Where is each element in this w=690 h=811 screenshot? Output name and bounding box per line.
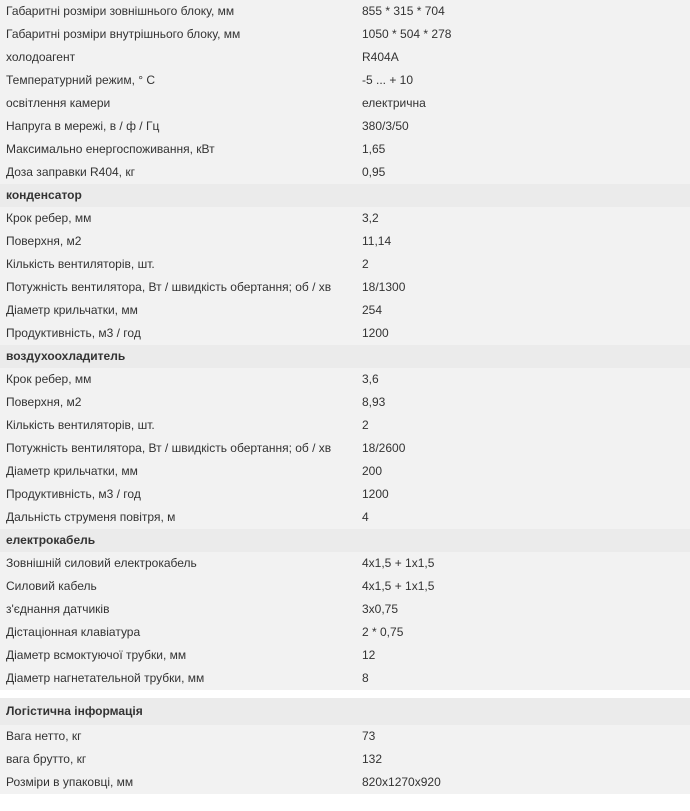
table-cell-label: Силовий кабель: [0, 575, 356, 598]
table-cell-value: електрична: [356, 92, 690, 115]
table-cell-label: вага брутто, кг: [0, 748, 356, 771]
table-cell-value: [356, 345, 690, 368]
table-cell-label: конденсатор: [0, 184, 356, 207]
table-row: [0, 23, 690, 46]
table-cell-value: 2 * 0,75: [356, 621, 690, 644]
table-cell-value: 0,95: [356, 161, 690, 184]
table-cell-label: Діаметр всмоктуючої трубки, мм: [0, 644, 356, 667]
table-cell-value: 18/1300: [356, 276, 690, 299]
table-cell-label: воздухоохладитель: [0, 345, 356, 368]
table-cell-label: електрокабель: [0, 529, 356, 552]
table-cell-label: Крок ребер, мм: [0, 207, 356, 230]
table-row: [0, 368, 690, 391]
table-row: [0, 69, 690, 92]
table-row: [0, 115, 690, 138]
table-row: [0, 748, 690, 771]
table-cell-value: 18/2600: [356, 437, 690, 460]
table-cell-value: 8,93: [356, 391, 690, 414]
table-cell-value: 1200: [356, 483, 690, 506]
table-cell-value: 380/3/50: [356, 115, 690, 138]
table-cell-value: 4х1,5 + 1х1,5: [356, 575, 690, 598]
table-row: [0, 92, 690, 115]
table-cell-label: Крок ребер, мм: [0, 368, 356, 391]
table-row: [0, 299, 690, 322]
table-cell-value: [356, 184, 690, 207]
table-section-row: [0, 529, 690, 552]
table-cell-label: Продуктивність, м3 / год: [0, 483, 356, 506]
table-cell-label: освітлення камери: [0, 92, 356, 115]
table-section-row: [0, 345, 690, 368]
table-row: [0, 161, 690, 184]
table-cell-value: R404A: [356, 46, 690, 69]
table-cell-value: [356, 698, 690, 725]
table-row: [0, 437, 690, 460]
table-cell-value: 73: [356, 725, 690, 748]
table-row: [0, 0, 690, 23]
table-cell-label: Продуктивність, м3 / год: [0, 322, 356, 345]
table-cell-label: Дальність струменя повітря, м: [0, 506, 356, 529]
table-cell-label: Габаритні розміри зовнішнього блоку, мм: [0, 0, 356, 23]
table-cell-label: Розміри в упаковці, мм: [0, 771, 356, 794]
table-cell-value: 4х1,5 + 1х1,5: [356, 552, 690, 575]
table-cell-label: Діаметр крильчатки, мм: [0, 460, 356, 483]
table-row: [0, 391, 690, 414]
table-cell-value: [356, 690, 690, 698]
table-cell-value: 4: [356, 506, 690, 529]
table-row: [0, 644, 690, 667]
table-cell-value: 200: [356, 460, 690, 483]
table-row: [0, 506, 690, 529]
table-cell-label: Поверхня, м2: [0, 230, 356, 253]
table-row: [0, 414, 690, 437]
table-row: [0, 230, 690, 253]
table-cell-label: Вага нетто, кг: [0, 725, 356, 748]
table-cell-label: Кількість вентиляторів, шт.: [0, 414, 356, 437]
table-cell-value: 132: [356, 748, 690, 771]
table-row: [0, 598, 690, 621]
table-cell-value: 1200: [356, 322, 690, 345]
table-cell-value: 1,65: [356, 138, 690, 161]
table-cell-label: Габаритні розміри внутрішнього блоку, мм: [0, 23, 356, 46]
table-section-row: [0, 698, 690, 725]
table-cell-value: 855 * 315 * 704: [356, 0, 690, 23]
table-cell-label: Потужність вентилятора, Вт / швидкість обертання; об / хв: [0, 437, 356, 460]
table-cell-value: 11,14: [356, 230, 690, 253]
table-row: [0, 667, 690, 690]
table-row: [0, 138, 690, 161]
table-cell-label: Логістична інформація: [0, 698, 356, 725]
table-row: [0, 725, 690, 748]
table-cell-value: 820х1270х920: [356, 771, 690, 794]
table-cell-label: Доза заправки R404, кг: [0, 161, 356, 184]
table-row: [0, 575, 690, 598]
table-row: [0, 207, 690, 230]
table-cell-label: Потужність вентилятора, Вт / швидкість обертання; об / хв: [0, 276, 356, 299]
table-spacer-row: [0, 690, 690, 698]
table-cell-label: Температурний режим, ° С: [0, 69, 356, 92]
table-cell-value: 3,2: [356, 207, 690, 230]
table-row: [0, 771, 690, 794]
table-cell-label: холодоагент: [0, 46, 356, 69]
table-cell-value: [356, 529, 690, 552]
table-cell-label: з'єднання датчиків: [0, 598, 356, 621]
table-cell-label: Дістаціонная клавіатура: [0, 621, 356, 644]
table-row: [0, 460, 690, 483]
table-cell-value: 3х0,75: [356, 598, 690, 621]
table-row: [0, 552, 690, 575]
table-cell-value: 12: [356, 644, 690, 667]
table-cell-label: Напруга в мережі, в / ф / Гц: [0, 115, 356, 138]
table-row: [0, 46, 690, 69]
table-row: [0, 483, 690, 506]
table-cell-label: Поверхня, м2: [0, 391, 356, 414]
table-cell-value: 8: [356, 667, 690, 690]
table-cell-label: Зовнішній силовий електрокабель: [0, 552, 356, 575]
table-cell-label: Діаметр нагнетательной трубки, мм: [0, 667, 356, 690]
table-row: [0, 322, 690, 345]
table-cell-label: [0, 690, 356, 698]
table-cell-label: Максимально енергоспоживання, кВт: [0, 138, 356, 161]
table-row: [0, 253, 690, 276]
table-row: [0, 621, 690, 644]
table-cell-value: 3,6: [356, 368, 690, 391]
table-section-row: [0, 184, 690, 207]
table-cell-label: Діаметр крильчатки, мм: [0, 299, 356, 322]
table-cell-value: 2: [356, 253, 690, 276]
table-row: [0, 276, 690, 299]
table-cell-label: Кількість вентиляторів, шт.: [0, 253, 356, 276]
table-cell-value: -5 ... + 10: [356, 69, 690, 92]
table-cell-value: 254: [356, 299, 690, 322]
table-cell-value: 1050 * 504 * 278: [356, 23, 690, 46]
table-cell-value: 2: [356, 414, 690, 437]
